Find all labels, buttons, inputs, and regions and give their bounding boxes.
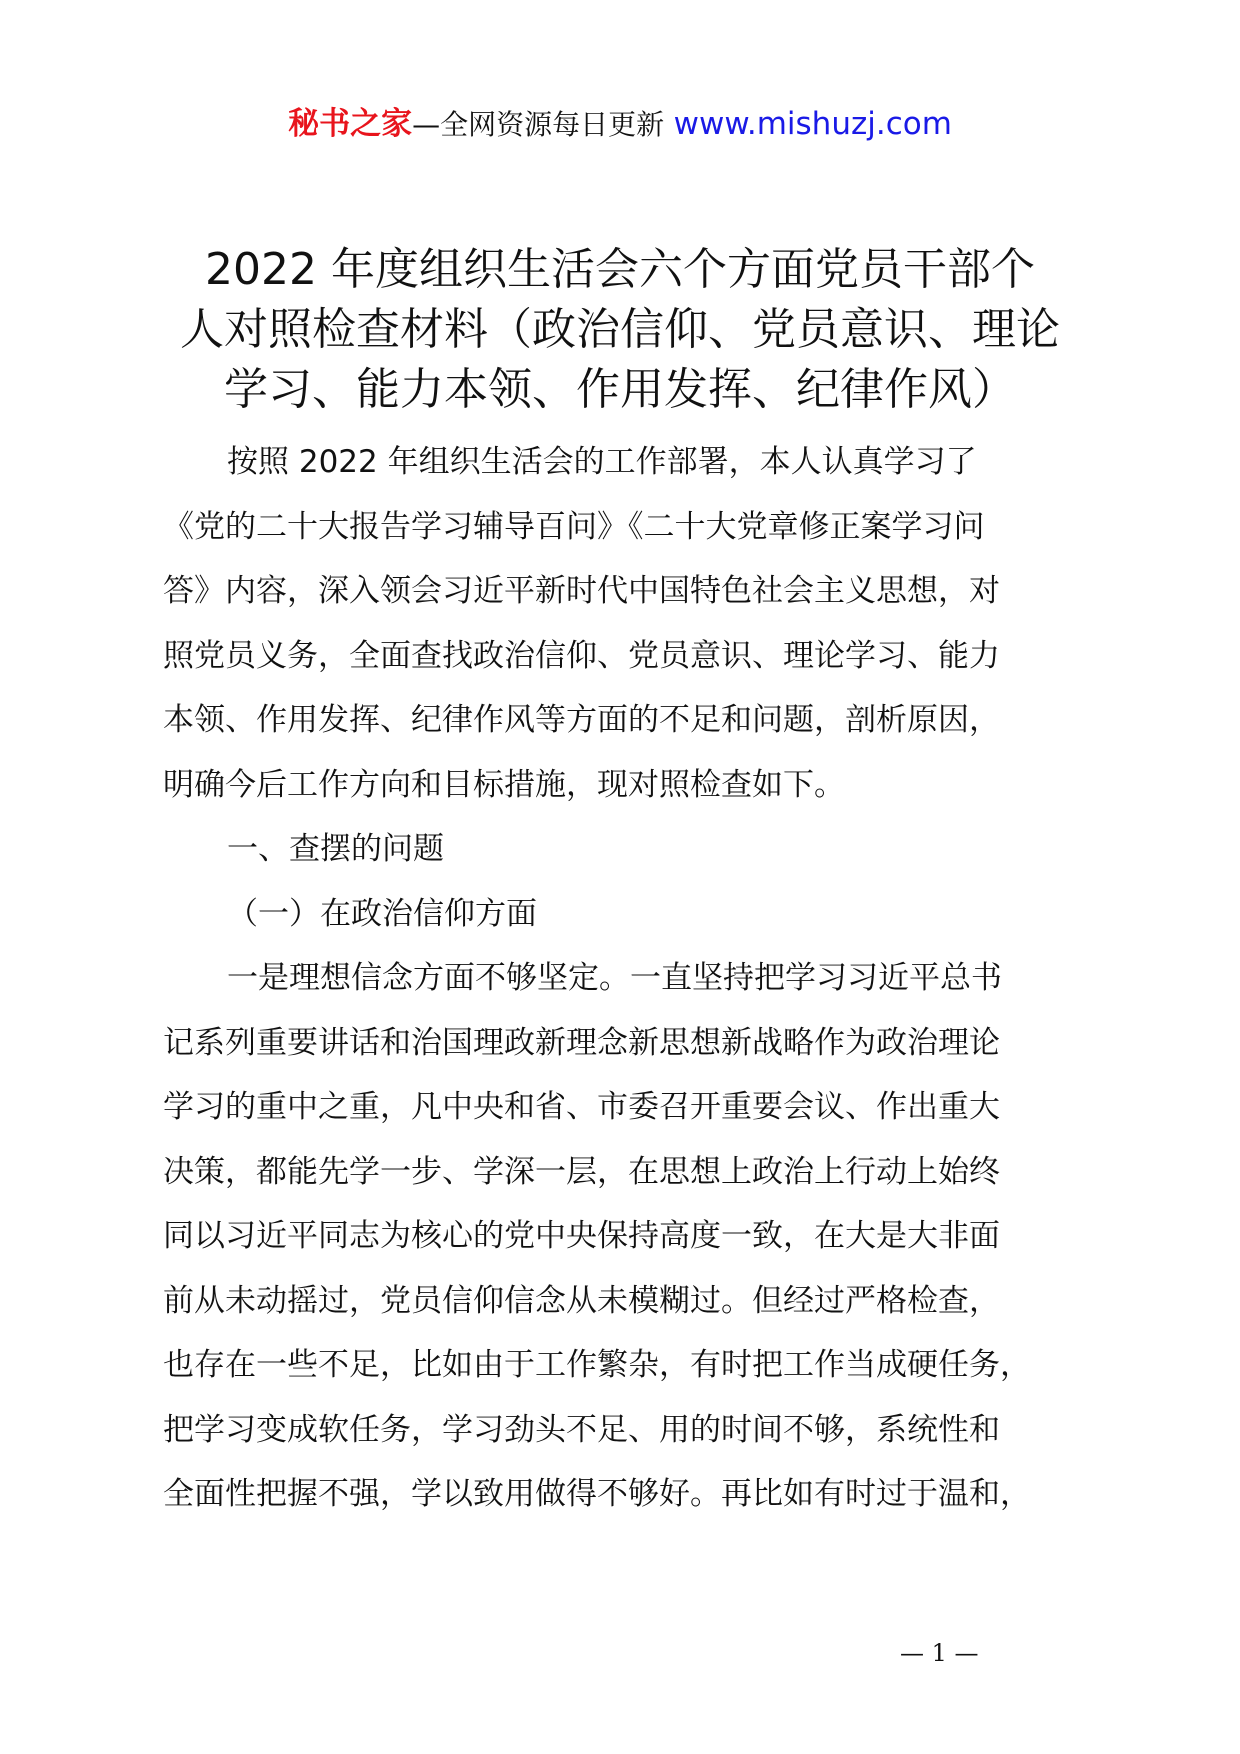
title-line: 学习、能力本领、作用发挥、纪律作风） [224, 364, 1016, 415]
paragraph-line: 同以习近平同志为核心的党中央保持高度一致，在大是大非面 [163, 1218, 1000, 1254]
paragraph-line: 前从未动摇过，党员信仰信念从未模糊过。但经过严格检查， [163, 1282, 1000, 1319]
header-tagline: —全网资源每日更新 [412, 108, 665, 141]
paragraph-line: 决策，都能先学一步、学深一层，在思想上政治上行动上始终 [163, 1153, 1000, 1190]
paragraph-line: 一是理想信念方面不够坚定。一直坚持把学习习近平总书 [227, 960, 1002, 996]
brand-name: 秘书之家 [288, 106, 413, 142]
subsection-heading: （一）在政治信仰方面 [227, 895, 537, 932]
paragraph-line: 《党的二十大报告学习辅导百问》《二十大党章修正案学习问 [163, 508, 985, 545]
site-url-link[interactable]: www.mishuzj.com [673, 106, 952, 142]
paragraph-line: 照党员义务，全面查找政治信仰、党员意识、理论学习、能力 [163, 637, 1000, 674]
paragraph-line: 学习的重中之重，凡中央和省、市委召开重要会议、作出重大 [163, 1089, 1000, 1125]
paragraph-line: 答》内容，深入领会习近平新时代中国特色社会主义思想，对 [163, 573, 1000, 609]
document-title [150, 240, 1090, 420]
paragraph-line: 也存在一些不足，比如由于工作繁杂，有时把工作当成硬任务， [163, 1347, 1031, 1383]
paragraph-line: 把学习变成软任务，学习劲头不足、用的时间不够，系统性和 [163, 1411, 1000, 1448]
section-heading: 一、查摆的问题 [227, 831, 444, 867]
paragraph-line: 记系列重要讲话和治国理政新理念新思想新战略作为政治理论 [163, 1024, 1000, 1061]
site-header [0, 104, 1240, 145]
title-line: 人对照检查材料（政治信仰、党员意识、理论 [180, 304, 1060, 355]
paragraph-line: 全面性把握不强，学以致用做得不够好。再比如有时过于温和， [163, 1476, 1031, 1512]
paragraph-line: 按照 2022 年组织生活会的工作部署，本人认真学习了 [227, 444, 977, 480]
paragraph-line: 明确今后工作方向和目标措施，现对照检查如下。 [163, 766, 845, 803]
document-body [163, 430, 1103, 1527]
paragraph-line: 本领、作用发挥、纪律作风等方面的不足和问题，剖析原因， [163, 702, 1000, 738]
title-line: 2022 年度组织生活会六个方面党员干部个 [205, 244, 1035, 295]
page-number: — 1 — [900, 1639, 979, 1667]
